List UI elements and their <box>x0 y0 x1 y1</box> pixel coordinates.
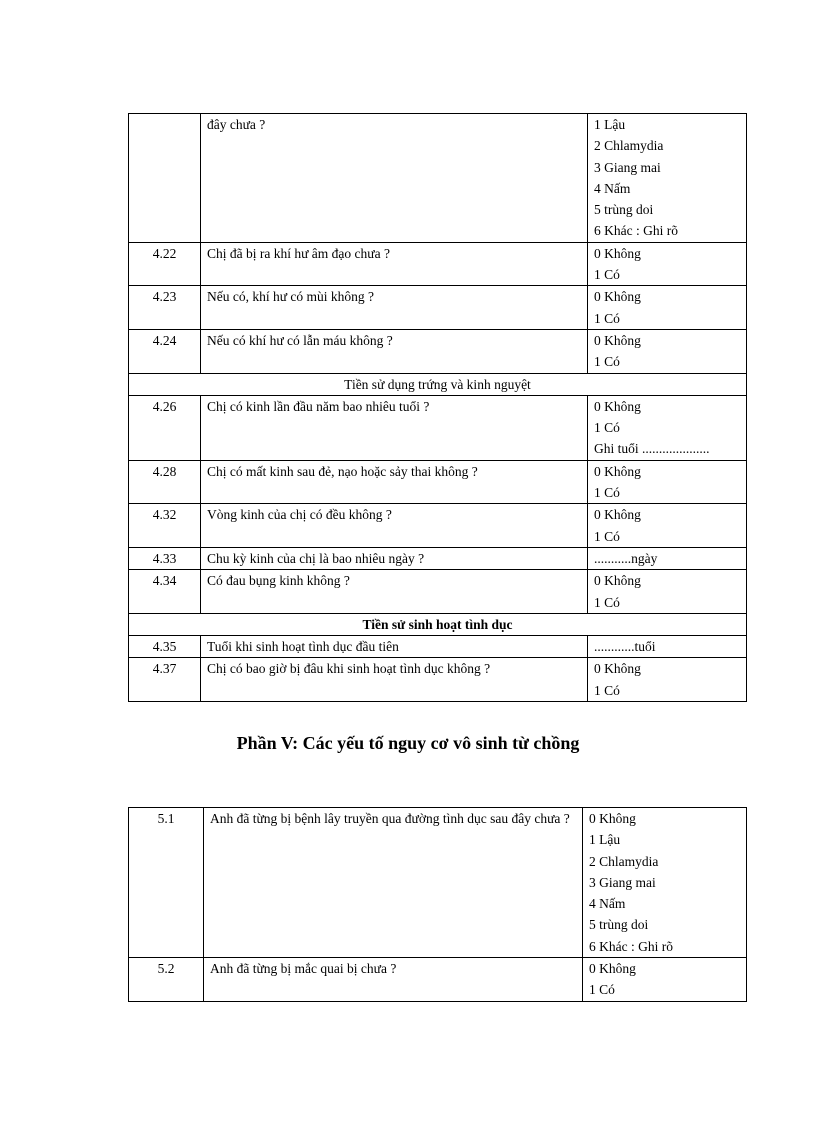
question-row <box>129 242 747 286</box>
question-text: Nếu có, khí hư có mùi không ? <box>201 286 588 330</box>
question-number: 4.35 <box>129 636 201 658</box>
section5-heading: Phần V: Các yếu tố nguy cơ vô sinh từ chồng <box>236 733 580 753</box>
answer-option: 3 Giang mai <box>589 874 656 890</box>
answer-options <box>588 658 747 702</box>
answer-option: 5 trùng doi <box>589 917 649 933</box>
question-row <box>129 395 747 460</box>
answer-option: 5 trùng doi <box>594 202 654 218</box>
question-text: Chị có kinh lần đầu năm bao nhiêu tuổi ? <box>201 395 588 460</box>
answer-option: 0 Không <box>589 811 636 826</box>
question-number: 5.2 <box>129 958 204 1002</box>
answer-option: 2 Chlamydia <box>594 138 664 154</box>
answer-options <box>583 808 747 958</box>
question-text: Chu kỳ kinh của chị là bao nhiêu ngày ? <box>201 547 588 569</box>
section5-table <box>128 807 747 1002</box>
answer-option: 0 Không <box>594 398 641 414</box>
answer-option: 1 Có <box>594 594 620 610</box>
question-number: 4.24 <box>129 329 201 373</box>
section-header: Tiền sử sinh hoạt tình dục <box>129 613 747 635</box>
question-number: 4.37 <box>129 658 201 702</box>
answer-options <box>588 329 747 373</box>
answer-option: 4 Nấm <box>594 180 631 196</box>
section-header-row <box>129 613 747 635</box>
answer-option: 6 Khác : Ghi rõ <box>594 223 678 239</box>
question-row <box>129 547 747 569</box>
answer-option: 1 Có <box>594 354 620 370</box>
answer-option: 0 Không <box>594 289 641 305</box>
question-row <box>129 286 747 330</box>
question-row <box>129 570 747 614</box>
answer-options <box>588 547 747 569</box>
answer-options <box>588 286 747 330</box>
answer-option: 1 Có <box>594 682 620 698</box>
answer-option: 0 Không <box>594 573 641 589</box>
question-text: Có đau bụng kinh không ? <box>201 570 588 614</box>
question-text: Chị có bao giờ bị đâu khi sinh hoạt tình dục không ? <box>201 658 588 702</box>
answer-option: 4 Nấm <box>589 896 626 912</box>
question-row <box>129 958 747 1002</box>
question-number: 4.33 <box>129 547 201 569</box>
question-number: 5.1 <box>129 808 204 958</box>
question-number: 4.26 <box>129 395 201 460</box>
answer-option: 0 Không <box>594 507 641 523</box>
answer-options <box>583 958 747 1002</box>
question-number: 4.23 <box>129 286 201 330</box>
answer-option: 1 Có <box>594 528 620 544</box>
question-number: 4.28 <box>129 460 201 504</box>
question-number: 4.34 <box>129 570 201 614</box>
question-text: Chị đã bị ra khí hư âm đạo chưa ? <box>201 242 588 286</box>
answer-options <box>588 242 747 286</box>
answer-option: 0 Không <box>594 245 641 261</box>
question-number: 4.32 <box>129 504 201 548</box>
question-row <box>129 460 747 504</box>
answer-option: 3 Giang mai <box>594 159 661 175</box>
answer-options <box>588 636 747 658</box>
question-row <box>129 504 747 548</box>
question-row <box>129 114 747 243</box>
answer-option: 1 Có <box>589 982 615 998</box>
section-header: Tiền sử dụng trứng và kinh nguyệt <box>129 373 747 395</box>
question-text: Nếu có khí hư có lẫn máu không ? <box>201 329 588 373</box>
answer-option: 1 Có <box>594 267 620 283</box>
question-row <box>129 329 747 373</box>
answer-option: 0 Không <box>594 463 641 479</box>
section-header-row <box>129 373 747 395</box>
question-number: 4.22 <box>129 242 201 286</box>
answer-options <box>588 460 747 504</box>
question-text: đây chưa ? <box>201 114 588 243</box>
question-text: Anh đã từng bị mắc quai bị chưa ? <box>204 958 583 1002</box>
answer-option: 6 Khác : Ghi rõ <box>589 938 673 954</box>
answer-options <box>588 570 747 614</box>
answer-option: 1 Lậu <box>589 832 621 848</box>
answer-option: ............tuổi <box>594 639 656 655</box>
answer-option: 1 Có <box>594 420 620 436</box>
answer-option: 0 Không <box>589 961 636 977</box>
question-text: Vòng kinh của chị có đều không ? <box>201 504 588 548</box>
answer-option: 1 Có <box>594 310 620 326</box>
answer-option: 0 Không <box>594 661 641 677</box>
answer-option: 0 Không <box>594 332 641 348</box>
section4-table <box>128 113 747 702</box>
question-text: Chị có mất kinh sau đẻ, nạo hoặc sảy thai không ? <box>201 460 588 504</box>
answer-option: ...........ngày <box>594 550 658 566</box>
question-text: Tuổi khi sinh hoạt tình dục đầu tiên <box>201 636 588 658</box>
answer-options <box>588 504 747 548</box>
answer-option: 1 Có <box>594 485 620 501</box>
answer-option: 2 Chlamydia <box>589 853 659 869</box>
question-row <box>129 658 747 702</box>
answer-options <box>588 395 747 460</box>
question-number <box>129 114 201 243</box>
question-row <box>129 636 747 658</box>
answer-option: Ghi tuổi .................... <box>594 441 710 457</box>
answer-option: 1 Lậu <box>594 117 626 132</box>
question-text: Anh đã từng bị bệnh lây truyền qua đường tình dục sau đây chưa ? <box>204 808 583 958</box>
answer-options <box>588 114 747 243</box>
question-row <box>129 808 747 958</box>
